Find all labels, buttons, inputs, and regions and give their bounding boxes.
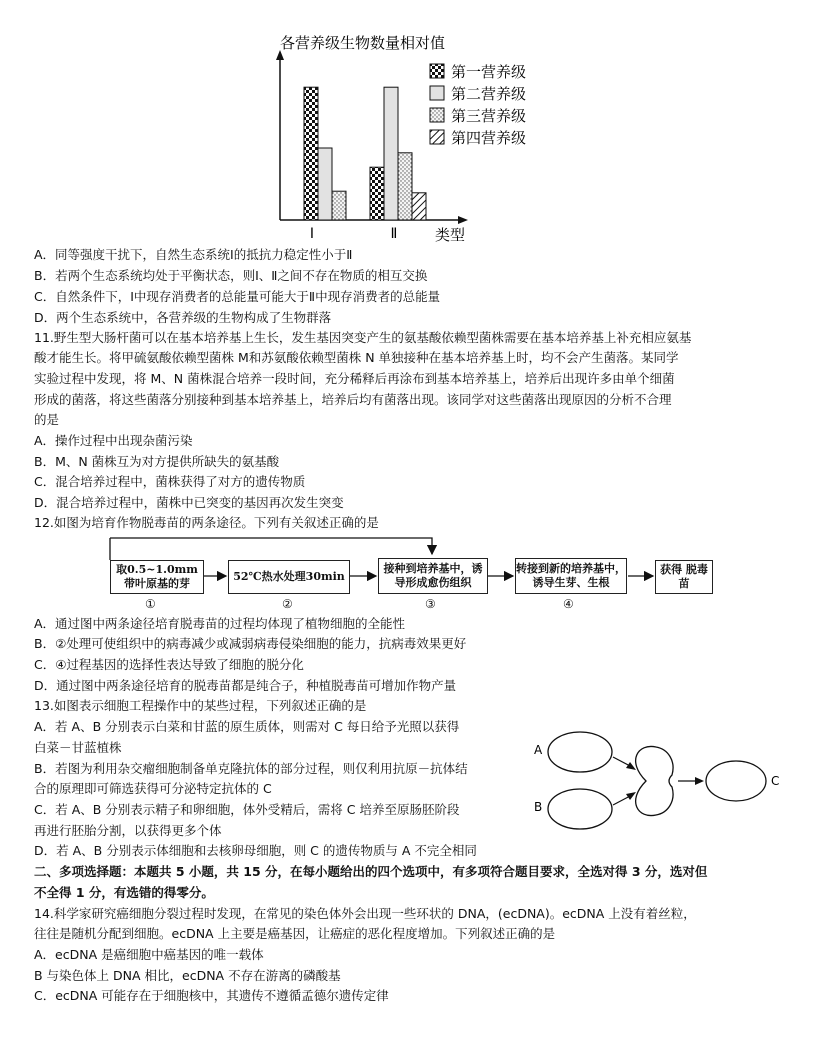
q14-option-a: A．ecDNA 是癌细胞中癌基因的唯一载体 bbox=[34, 947, 264, 962]
q10-option-a: A．同等强度干扰下，自然生态系统Ⅰ的抵抗力稳定性小于Ⅱ bbox=[34, 247, 353, 262]
q14-stem-1: 14.科学家研究癌细胞分裂过程时发现，在常见的染色体外会出现一些环状的 DNA，(ecDNA)。ecDNA 上没有着丝粒， bbox=[34, 906, 696, 921]
cell-b bbox=[548, 789, 612, 829]
legend-swatch-1 bbox=[430, 64, 444, 78]
q12-option-a: A．通过图中两条途径培育脱毒苗的过程均体现了植物细胞的全能性 bbox=[34, 616, 406, 631]
q11-stem-3: 实验过程中发现，将 M、N 菌株混合培养一段时间，充分稀释后再涂布到基本培养基上，培养后出现许多由单个细菌 bbox=[34, 371, 675, 386]
q10-option-d: D．两个生态系统中，各营养级的生物构成了生物群落 bbox=[34, 310, 332, 325]
legend-label-1: 第一营养级 bbox=[451, 63, 527, 81]
x-tick-2: Ⅱ bbox=[390, 226, 398, 242]
q13-line-4: 合的原理即可筛选获得可分泌特定抗体的 C bbox=[34, 781, 272, 796]
q13-line-5: C．若 A、B 分别表示精子和卵细胞，体外受精后，需将 C 培养至原肠胚阶段 bbox=[34, 802, 460, 817]
legend-swatch-2 bbox=[430, 86, 444, 100]
bar-2-1 bbox=[318, 148, 332, 220]
flow-num-1: ① bbox=[145, 597, 156, 611]
q11-stem-1: 11.野生型大肠杆菌可以在基本培养基上生长，发生基因突变产生的氨基酸依赖型菌株需要在基本培养基上补充相应氨基 bbox=[34, 330, 692, 345]
flow-step-5: 获得 脱毒苗 bbox=[655, 560, 713, 594]
chart-title: 各营养级生物数量相对值 bbox=[280, 34, 446, 52]
label-b: B bbox=[534, 800, 543, 814]
q14-option-b: B 与染色体上 DNA 相比，ecDNA 不存在游离的磷酸基 bbox=[34, 968, 341, 983]
x-axis-label: 类型 bbox=[435, 226, 466, 244]
q11-stem-2: 酸才能生长。将甲硫氨酸依赖型菌株 M和苏氨酸依赖型菌株 N 单独接种在基本培养基上时，均不会产生菌落。某同学 bbox=[34, 350, 679, 365]
bar-3-1 bbox=[332, 191, 346, 220]
q11-stem-4: 形成的菌落，将这些菌落分别接种到基本培养基上，培养后均有菌落出现。该同学对这些菌落出现原因的分析不合理 bbox=[34, 392, 672, 407]
q12-option-d: D．通过图中两条途径培育的脱毒苗都是纯合子，种植脱毒苗可增加作物产量 bbox=[34, 678, 457, 693]
q14-stem-2: 往往是随机分配到细胞。ecDNA 上主要是癌基因，让癌症的恶化程度增加。下列叙述正确的是 bbox=[34, 926, 556, 941]
x-tick-1: Ⅰ bbox=[309, 226, 315, 242]
q13-line-2: 白菜－甘蓝植株 bbox=[34, 740, 122, 755]
flow-num-3: ③ bbox=[425, 597, 436, 611]
trophic-level-bar-chart bbox=[270, 30, 560, 245]
q13-line-7: D．若 A、B 分别表示体细胞和去核卵母细胞，则 C 的遗传物质与 A 不完全相同 bbox=[34, 843, 477, 858]
q12-option-b: B．②处理可使组织中的病毒减少或减弱病毒侵染细胞的能力，抗病毒效果更好 bbox=[34, 636, 467, 651]
q11-stem-5: 的是 bbox=[34, 412, 60, 427]
section2-heading-1: 二、多项选择题：本题共 5 小题，共 15 分，在每小题给出的四个选项中，有多项符合题目要求，全选对得 3 分，选对但 bbox=[34, 864, 708, 879]
legend-label-2: 第二营养级 bbox=[451, 85, 527, 103]
q12-stem: 12.如图为培育作物脱毒苗的两条途径。下列有关叙述正确的是 bbox=[34, 515, 379, 530]
q10-option-b: B．若两个生态系统均处于平衡状态，则Ⅰ、Ⅱ之间不存在物质的相互交换 bbox=[34, 268, 428, 283]
fused-cell bbox=[636, 746, 673, 815]
legend-swatch-3 bbox=[430, 108, 444, 122]
q11-option-b: B．M、N 菌株互为对方提供所缺失的氨基酸 bbox=[34, 454, 280, 469]
q13-line-1: A．若 A、B 分别表示白菜和甘蓝的原生质体，则需对 C 每日给予光照以获得 bbox=[34, 719, 460, 734]
cell-fusion-diagram bbox=[528, 725, 788, 835]
q13-line-3: B．若图为利用杂交瘤细胞制备单克隆抗体的部分过程，则仅利用抗原－抗体结 bbox=[34, 761, 468, 776]
bar-3-2 bbox=[398, 153, 412, 220]
flow-step-4: 转接到新的培养基中，诱导生芽、生根 bbox=[515, 558, 627, 594]
cell-a bbox=[548, 732, 612, 772]
q11-option-d: D．混合培养过程中，菌株中已突变的基因再次发生突变 bbox=[34, 495, 344, 510]
x-axis-arrow bbox=[458, 216, 468, 224]
q12-option-c: C．④过程基因的选择性表达导致了细胞的脱分化 bbox=[34, 657, 304, 672]
q13-stem: 13.如图表示细胞工程操作中的某些过程，下列叙述正确的是 bbox=[34, 698, 367, 713]
label-c: C bbox=[771, 774, 780, 788]
q14-option-c: C．ecDNA 可能存在于细胞核中，其遗传不遵循孟德尔遗传定律 bbox=[34, 988, 389, 1003]
flow-num-4: ④ bbox=[563, 597, 574, 611]
flow-step-2: 52℃热水处理30min bbox=[228, 560, 350, 594]
legend-label-4: 第四营养级 bbox=[451, 129, 527, 147]
legend-swatch-4 bbox=[430, 130, 444, 144]
cell-c bbox=[706, 761, 766, 801]
section2-heading-2: 不全得 1 分，有选错的得零分。 bbox=[34, 885, 214, 900]
flow-step-1: 取0.5~1.0mm 带叶原基的芽 bbox=[110, 560, 204, 594]
q11-option-a: A．操作过程中出现杂菌污染 bbox=[34, 433, 193, 448]
label-a: A bbox=[534, 743, 543, 757]
legend-label-3: 第三营养级 bbox=[451, 107, 527, 125]
flow-num-2: ② bbox=[282, 597, 293, 611]
bar-4-2 bbox=[412, 193, 426, 220]
bar-2-2 bbox=[384, 87, 398, 220]
q10-option-c: C．自然条件下，Ⅰ中现存消费者的总能量可能大于Ⅱ中现存消费者的总能量 bbox=[34, 289, 441, 304]
bar-1-2 bbox=[370, 167, 384, 220]
q11-option-c: C．混合培养过程中，菌株获得了对方的遗传物质 bbox=[34, 474, 306, 489]
bar-1-1 bbox=[304, 87, 318, 220]
q13-line-6: 再进行胚胎分割，以获得更多个体 bbox=[34, 823, 222, 838]
flow-step-3: 接种到培养基中，诱导形成愈伤组织 bbox=[378, 558, 488, 594]
